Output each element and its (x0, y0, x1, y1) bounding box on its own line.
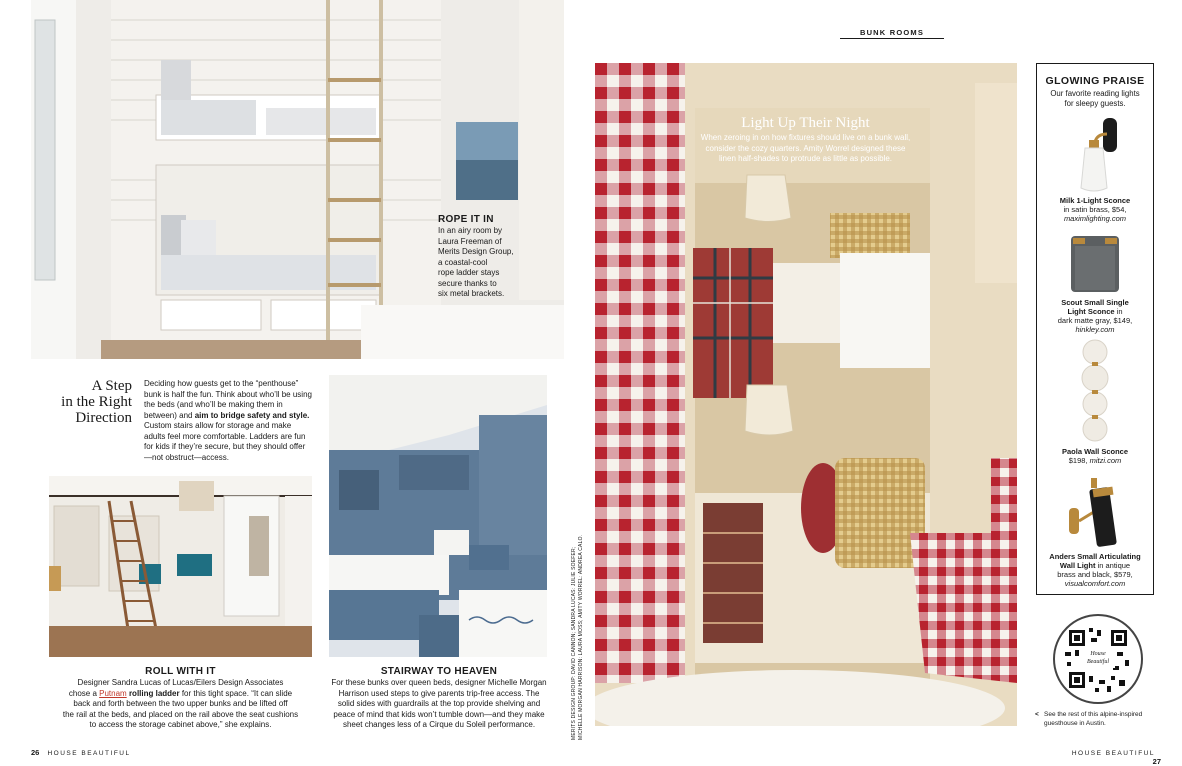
step-body-bold: aim to bridge safety and style. (194, 410, 310, 420)
roll-line: Designer Sandra Lucas of Lucas/Eilers Design Associates (77, 678, 284, 687)
stairway-line: sheet changes less of a Cirque du Soleil performance. (342, 720, 536, 729)
subtitle-line: for sleepy guests. (1064, 98, 1126, 108)
rope-line: In an airy room by (438, 226, 503, 235)
roll-body (49, 678, 312, 731)
step-heading-line: A Step (91, 378, 132, 394)
paola-sconce-icon (1079, 338, 1111, 444)
see-more-line: guesthouse in Austin. (1044, 719, 1106, 727)
chevron-left-icon: < (1035, 711, 1039, 718)
product-url[interactable]: visualcomfort.com (1064, 579, 1126, 588)
see-more-line: See the rest of this alpine-inspired (1044, 711, 1143, 718)
product-name: Scout Small Single (1061, 298, 1129, 307)
product-url[interactable]: mitzi.com (1089, 456, 1122, 465)
magazine-name-left: HOUSE BEAUTIFUL (47, 750, 131, 757)
qr-logo (1081, 650, 1115, 666)
rope-line: secure thanks to (438, 278, 497, 288)
product-detail: in antique (1095, 561, 1131, 570)
step-body-text: Custom stairs allow for storage and make adults feel more comfortable. Ladders are fun for kids if they’re secure, but they should offer—not obstruct—access. (144, 421, 306, 462)
rope-ladder-bunk-photo (31, 0, 564, 359)
magazine-name-right: HOUSE BEAUTIFUL (1071, 750, 1155, 757)
rope-line: six metal brackets. (438, 289, 505, 298)
anders-light-icon (1063, 470, 1127, 550)
footer-left (31, 748, 131, 757)
qr-logo-line: Beautiful (1087, 659, 1109, 665)
milk-sconce-icon (1067, 116, 1123, 194)
roll-line: back and forth between the two upper bunks and be lifted off (73, 699, 288, 708)
step-heading (40, 378, 132, 426)
roll-line (49, 689, 312, 700)
rope-line: a coastal-cool (438, 257, 488, 267)
subtitle-line: Our favorite reading lights (1050, 89, 1140, 98)
product-name: Anders Small Articulating (1049, 552, 1141, 561)
stairway-line: For these bunks over queen beds, designer Michelle Morgan (331, 678, 547, 687)
qr-logo-line: House (1090, 651, 1106, 657)
stairway-body (324, 678, 554, 731)
section-label: BUNK ROOMS (840, 28, 944, 39)
stairway-line: solid sides with guardrails at the top provide shelving and (337, 699, 541, 708)
roll-line: to access the storage cabinet above,” she explains. (89, 720, 272, 729)
see-more-note[interactable] (1035, 711, 1165, 728)
roll-text: chose a (68, 688, 100, 698)
qr-code[interactable] (1053, 614, 1143, 704)
light-up-title: Light Up Their Night (741, 115, 870, 131)
footer-right (1066, 748, 1161, 766)
light-up-line: linen half-shades to protrude as little as possible. (719, 154, 892, 163)
step-body-text: Deciding how guests get to the “penthouse” bunk is half the fun. Think about who’ll be using the beds (and who’ll be making them in between) and (144, 379, 312, 420)
product-url[interactable]: maximlighting.com (1063, 214, 1127, 223)
stairway-line: Harrison used steps to give parents trip-free access. The (338, 688, 540, 698)
roll-bold: rolling ladder (128, 688, 180, 698)
product-url[interactable]: hinkley.com (1075, 325, 1115, 334)
product-detail: in satin brass, $54, (1063, 205, 1127, 214)
product-detail: brass and black, $579, (1057, 570, 1133, 579)
rope-it-in-body (438, 226, 528, 300)
rope-line: Laura Freeman of (438, 236, 502, 246)
light-up-body (693, 133, 918, 165)
roll-title: ROLL WITH IT (145, 666, 216, 677)
stairway-line: peace of mind that kids won’t tumble down—and they make (333, 709, 545, 719)
glowing-title: GLOWING PRAISE (1045, 75, 1145, 87)
product-name: Wall Light (1059, 561, 1096, 570)
credit-line: MICHELLE MORGAN HARRISON: LAURA MOSS; AMITY WORREL: ANDREA CALO. (578, 534, 584, 740)
step-heading-line: Direction (75, 410, 132, 426)
light-up-line: consider the cozy quarters. Amity Worrel designed these (705, 143, 906, 153)
step-body (144, 379, 312, 463)
blue-stair-bunk-photo (329, 375, 547, 657)
product-detail: $198, (1068, 456, 1090, 465)
credit-line: MERITS DESIGN GROUP: DAVID CANNON; SANDRA LUCAS: JULIE SOEFER; (571, 546, 577, 740)
step-heading-line: in the Right (61, 394, 132, 410)
roll-line: the rail at the beds, and placed on the rail above the seat cushions (62, 709, 299, 719)
roll-text: for this tight space. “It can slide (179, 688, 293, 698)
rope-it-in-title: ROPE IT IN (438, 214, 494, 225)
light-up-caption (693, 115, 918, 165)
photo-credits (571, 520, 585, 740)
rope-line: Merits Design Group, (438, 247, 514, 256)
glowing-praise-box (1036, 63, 1154, 595)
stairway-title: STAIRWAY TO HEAVEN (380, 666, 498, 677)
product-name: Paola Wall Sconce (1062, 447, 1128, 456)
rope-line: rope ladder stays (438, 268, 500, 277)
product-detail: dark matte gray, $149, (1057, 316, 1133, 325)
page-number-right: 27 (1152, 757, 1161, 766)
scout-sconce-icon (1065, 232, 1125, 296)
product-name: Milk 1-Light Sconce (1059, 196, 1131, 205)
product-name: Light Sconce (1067, 307, 1115, 316)
putnam-link[interactable]: Putnam (99, 688, 127, 698)
glowing-subtitle (1037, 89, 1153, 108)
page-number-left: 26 (31, 748, 40, 757)
product-detail: in (1114, 307, 1123, 316)
rolling-ladder-photo (49, 476, 312, 657)
light-up-line: When zeroing in on how fixtures should live on a bunk wall, (700, 133, 911, 142)
